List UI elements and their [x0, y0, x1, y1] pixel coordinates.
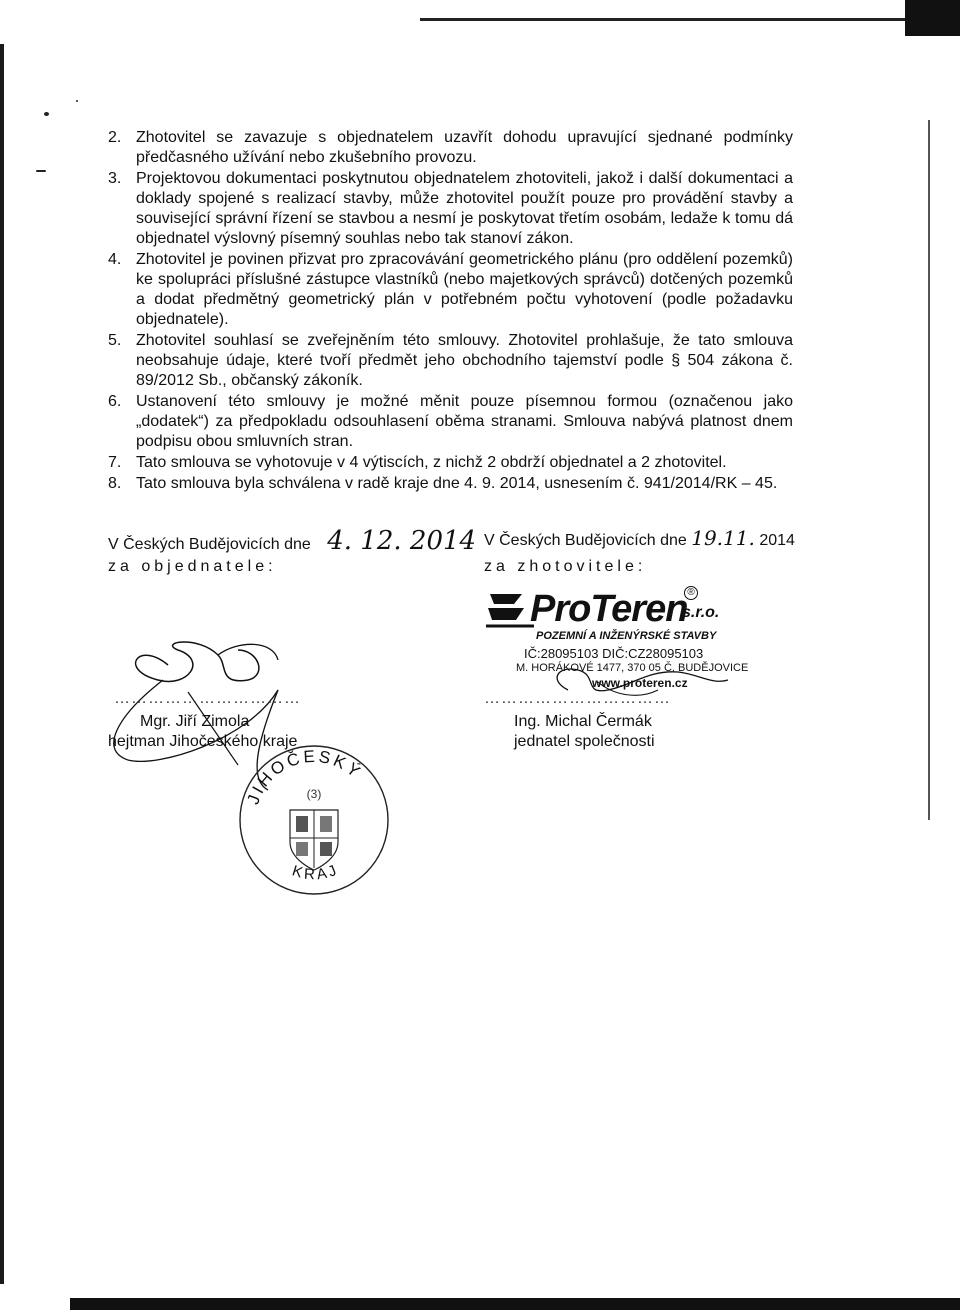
signature-area: [108, 510, 808, 910]
clause-number: 8.: [108, 475, 122, 492]
svg-text:KRAJ: [290, 861, 342, 884]
scan-edge-bottom: [70, 1298, 960, 1310]
company-tagline: POZEMNÍ A INŽENÝRSKÉ STAVBY: [536, 630, 717, 642]
clause-number: 4.: [108, 251, 122, 268]
client-place: V Českých Budějovicích dne: [108, 536, 311, 553]
scan-edge-left: [0, 44, 4, 1284]
client-place-date: [108, 526, 476, 556]
contractor-date-year: 2014: [759, 532, 795, 549]
clause-text: Ustanovení této smlouvy je možné měnit pouze písemnou formou (označenou jako „dodatek“) za předpokladu odsouhlasení oběma stranami. Smlouva nabývá platnost dnem podpisu obou smluvních stran.: [136, 393, 793, 450]
scan-speck: [44, 112, 49, 116]
clause-text: Zhotovitel souhlasí se zveřejněním této smlouvy. Zhotovitel prohlašuje, že tato smlouva neobsahuje údaje, které tvoří předmět jeho obchodního tajemství podle § 504 zákona č. 89/2012 Sb., občanský zákoník.: [136, 332, 793, 389]
clause-number: 3.: [108, 170, 122, 187]
clause-text: Zhotovitel je povinen přizvat pro zpracovávání geometrického plánu (pro oddělení pozemků) ke spolupráci příslušné zástupce vlastníků (nebo majetkových správců) dotčených pozemků a dodat předmětný geometrický plán v potřebném počtu vyhotovení (podle požadavku objednatele).: [136, 251, 793, 328]
clause-number: 5.: [108, 332, 122, 349]
company-logo: ProTeren: [530, 588, 688, 630]
clause-item: [108, 331, 793, 391]
contractor-party-label: za zhotovitele:: [484, 558, 647, 575]
clause-number: 6.: [108, 393, 122, 410]
clause-text: Zhotovitel se zavazuje s objednatelem uzavřít dohodu upravující sjednané podmínky předčasného užívání nebo zkušebního provozu.: [136, 129, 793, 166]
company-web: www.proteren.cz: [592, 676, 688, 690]
contractor-place-date: [484, 526, 795, 550]
clause-number: 2.: [108, 129, 122, 146]
contractor-place: V Českých Budějovicích dne: [484, 532, 687, 549]
seal-number: (3): [306, 787, 322, 801]
contractor-signer-name: Ing. Michal Čermák: [514, 713, 652, 730]
company-address: M. HORÁKOVÉ 1477, 370 05 Č. BUDĚJOVICE: [516, 662, 749, 674]
clause-item: [108, 474, 793, 494]
seal-bottom-text: KRAJ: [290, 860, 342, 884]
clause-number: 7.: [108, 454, 122, 471]
registered-mark-icon: ®: [684, 586, 698, 600]
clause-item: [108, 128, 793, 168]
clause-text: Tato smlouva se vyhotovuje v 4 výtiscích, z nichž 2 obdrží objednatel a 2 zhotovitel.: [136, 454, 727, 471]
client-signer-role: hejtman Jihočeského kraje: [108, 733, 298, 750]
scan-edge-right: [928, 120, 930, 820]
contractor-date-handwritten: 19.11.: [691, 526, 755, 550]
seal-top-text: JIHOČESKÝ: [243, 746, 366, 807]
scan-speck: [76, 100, 78, 102]
svg-text:JIHOČESKÝ: [243, 747, 365, 807]
clause-item: [108, 392, 793, 452]
clause-item: [108, 453, 793, 473]
clause-item: [108, 169, 793, 249]
company-logo-suffix: s.r.o.: [682, 604, 720, 621]
client-date-handwritten: 4. 12. 2014: [327, 526, 477, 556]
contract-clauses: [108, 128, 793, 495]
contractor-signature-dots: ……………………………: [484, 690, 671, 707]
contractor-signer-role: jednatel společnosti: [514, 733, 655, 750]
region-seal: [234, 738, 394, 903]
scan-edge-top-right: [905, 0, 960, 36]
scan-line-top: [420, 18, 910, 21]
client-signer-name: Mgr. Jiří Zimola: [140, 713, 250, 730]
company-ids: IČ:28095103 DIČ:CZ28095103: [524, 646, 704, 661]
coat-of-arms-icon: [290, 810, 338, 870]
client-signature-dots: ……………………………: [114, 690, 301, 707]
client-party-label: za objednatele:: [108, 558, 277, 575]
clause-text: Tato smlouva byla schválena v radě kraje dne 4. 9. 2014, usnesením č. 941/2014/RK – 45.: [136, 475, 778, 492]
clause-item: [108, 250, 793, 330]
scan-speck: [36, 170, 46, 172]
clause-text: Projektovou dokumentaci poskytnutou objednatelem zhotoviteli, jakož i další dokumentaci a doklady spojené s realizací stavby, může zhotovitel použít pouze pro provádění stavby a související správní řízení se stavbou a nesmí je poskytovat třetím osobám, ledaže k tomu dá objednatel výslovný písemný souhlas nebo tak stanoví zákon.: [136, 170, 793, 247]
clause-list: [108, 128, 793, 494]
